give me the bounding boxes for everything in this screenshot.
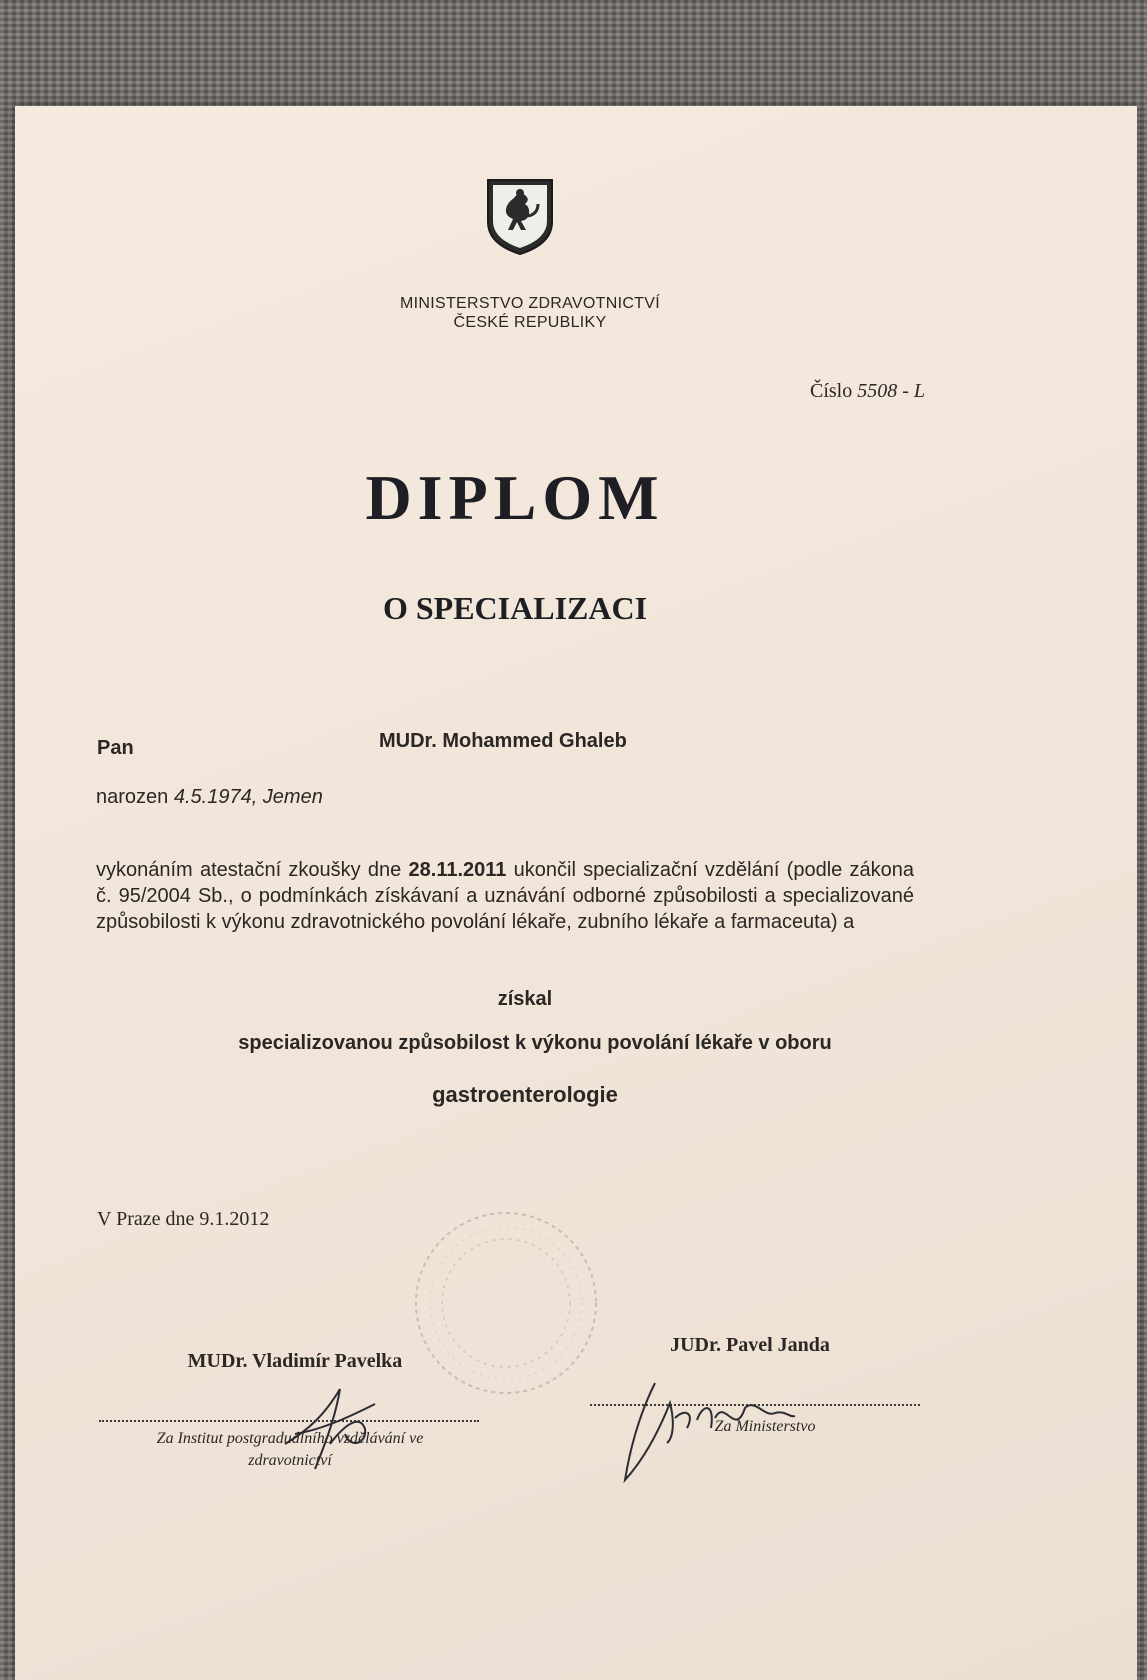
recipient-name: MUDr. Mohammed Ghaleb <box>379 730 627 752</box>
signatory-left-caption <box>115 1428 465 1472</box>
document-subtitle: O SPECIALIZACI <box>382 590 648 626</box>
signatory-left-caption-line1: Za Institut postgraduálního vzdělávání ve <box>156 1430 424 1447</box>
signatory-left-caption-line2: zdravotnictví <box>248 1452 332 1469</box>
body-paragraph <box>96 857 914 935</box>
round-embossed-seal-icon <box>409 1206 603 1400</box>
signatory-right-name: JUDr. Pavel Janda <box>670 1334 830 1356</box>
signatory-right-caption: Za Ministerstvo <box>714 1418 816 1435</box>
specialization-field: gastroenterologie <box>432 1082 618 1107</box>
place-date: V Praze dne 9.1.2012 <box>97 1208 270 1230</box>
salutation: Pan <box>97 737 134 759</box>
birth-info <box>96 786 323 809</box>
diploma-sheet <box>15 106 1137 1680</box>
ministry-header <box>295 294 765 332</box>
document-number-label: Číslo <box>810 380 853 402</box>
award-verb: získal <box>497 988 553 1010</box>
signatory-left-name: MUDr. Vladimír Pavelka <box>187 1350 403 1372</box>
exam-date: 28.11.2011 <box>408 859 507 881</box>
document-number-value: 5508 - L <box>857 380 926 402</box>
czech-lion-coat-of-arms-icon <box>484 176 556 256</box>
ministry-name: MINISTERSTVO ZDRAVOTNICTVÍ <box>400 295 660 312</box>
birth-value: 4.5.1974, Jemen <box>173 786 323 808</box>
body-part1: vykonáním atestační zkoušky dne <box>96 859 402 881</box>
document-number <box>810 380 925 403</box>
award-description: specializovanou způsobilost k výkonu povolání lékaře v oboru <box>238 1032 832 1054</box>
ministry-country: ČESKÉ REPUBLIKY <box>453 314 607 331</box>
document-title: DIPLOM <box>365 462 665 533</box>
body-part2: ukončil specializační vzdělání (podle zákona č. 95/2004 Sb., o podmínkách získávaní a uznávání odborné způsobilosti a specializované způsobilosti k výkonu zdravotnického povolání lékaře, zubního lékaře a farmaceuta) a <box>96 859 915 933</box>
birth-label: narozen <box>96 786 169 808</box>
